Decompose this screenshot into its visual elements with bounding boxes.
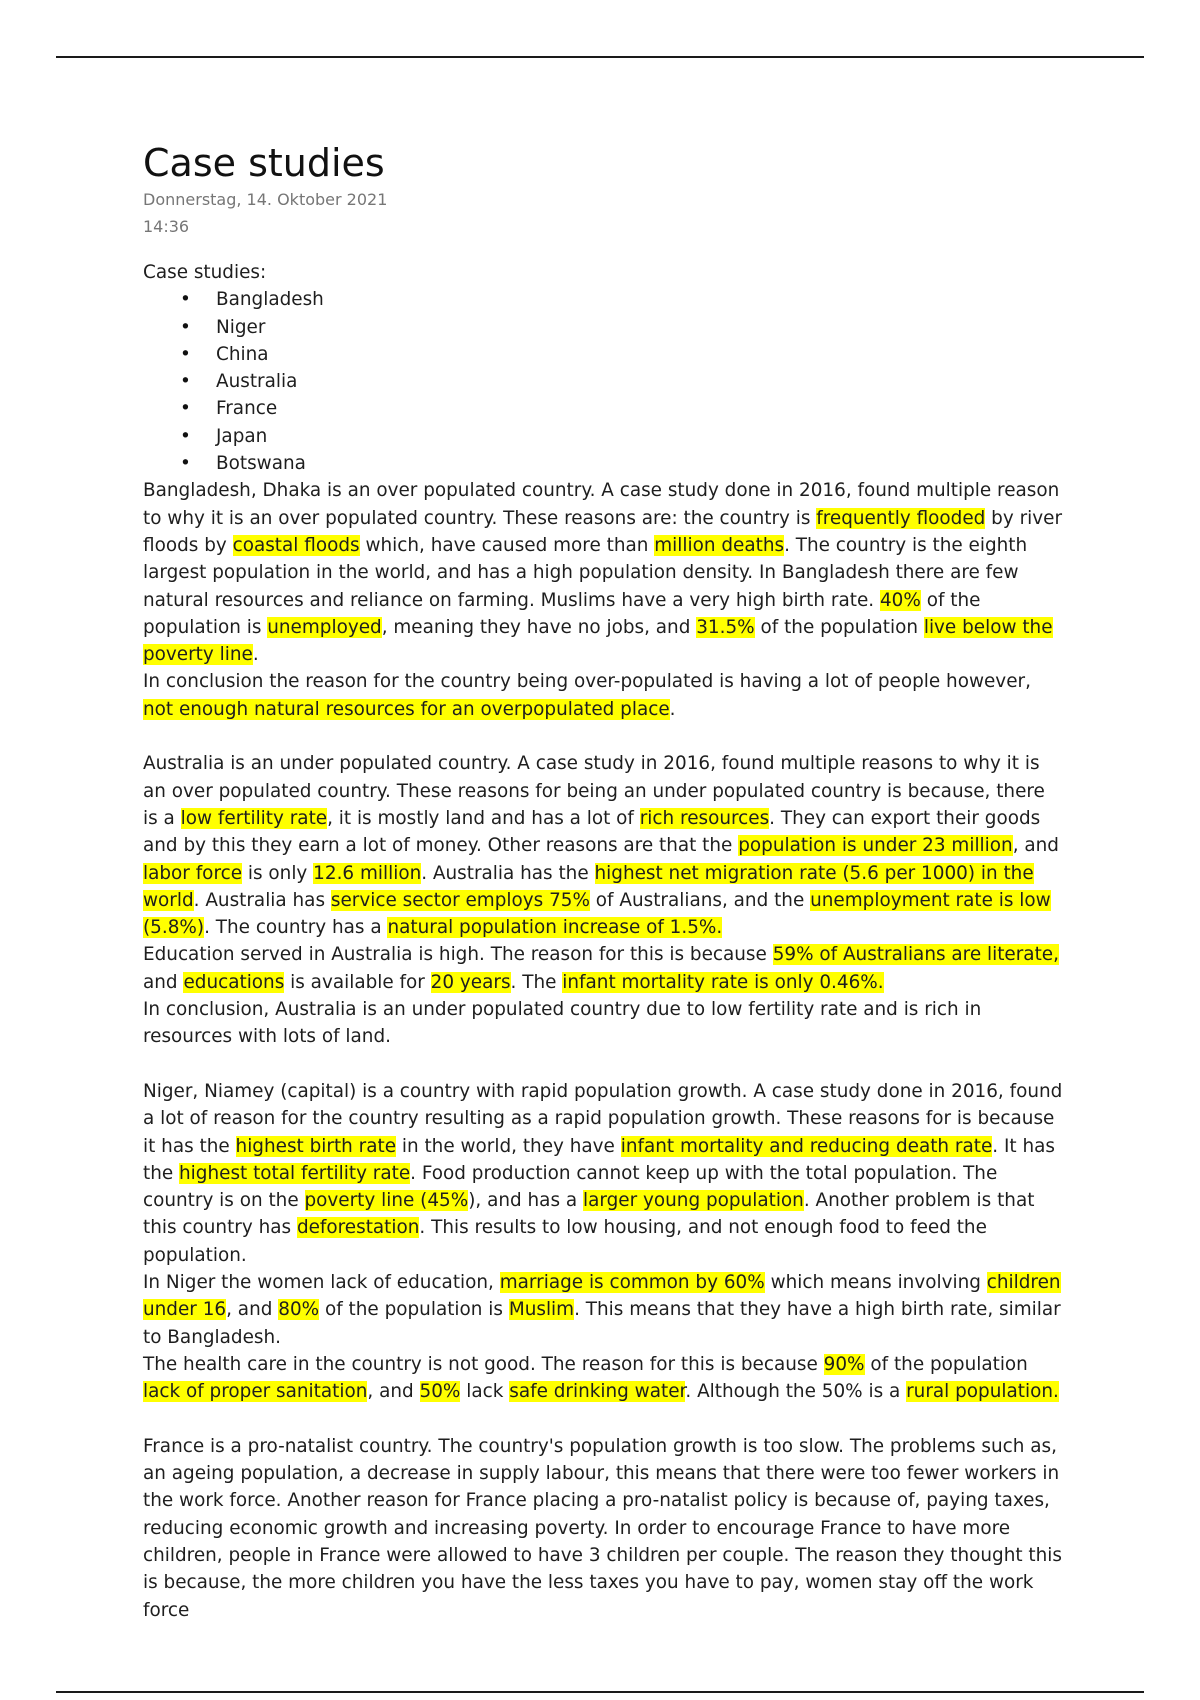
paragraph (143, 1351, 1063, 1406)
paragraph (143, 750, 1063, 941)
highlighted-text: not enough natural resources for an overpopulated place (143, 698, 670, 720)
highlighted-text: unemployment rate is low (5.8%) (143, 889, 1051, 939)
paragraph-text: . This means that they have a high birth rate, similar to Bangladesh. (143, 1299, 1061, 1348)
paragraph-text: Australia is an under populated country. A case study in 2016, found multiple reasons to why it is an over populated country. These reasons for being an under populated country is because, there is a (143, 753, 1045, 829)
paragraph (143, 477, 1063, 668)
list-item-niger: • Niger (143, 314, 1063, 341)
paragraph-text: Niger, Niamey (capital) is a country with rapid population growth. A case study done in 2016, found a lot of reason for the country resulting as a rapid population growth. These reasons for is because it has the (143, 1080, 1063, 1157)
paragraph-text: lack (460, 1381, 510, 1403)
highlighted-text: labor force (143, 862, 243, 884)
list-item-botswana: • Botswana (143, 450, 1063, 477)
paragraph (143, 1078, 1063, 1269)
paragraph (143, 1269, 1063, 1351)
paragraph-text: of Australians, and the (589, 889, 811, 911)
highlighted-text: highest birth rate (235, 1135, 397, 1157)
list-label: Case studies: (143, 262, 267, 283)
highlighted-text: deforestation (296, 1217, 420, 1239)
paragraph-text: of the population (864, 1353, 1028, 1375)
paragraph-text: . They can export their goods and by this they earn a lot of money. Other reasons are that the (143, 807, 1041, 857)
page-title: Case studies (143, 141, 385, 185)
paragraph-text: , and (367, 1381, 420, 1403)
highlighted-text: 50% (419, 1381, 461, 1403)
highlighted-text: lack of proper sanitation (143, 1381, 368, 1403)
paragraph-text: In Niger the women lack of education, (143, 1271, 500, 1293)
highlighted-text: marriage is common by 60% (499, 1271, 765, 1293)
paragraph-text: . The country has a (204, 917, 388, 939)
highlighted-text: 20 years (430, 971, 511, 993)
highlighted-text: highest net migration rate (5.6 per 1000) in the world (143, 862, 1034, 911)
list-item-france: • France (143, 395, 1063, 422)
highlighted-text: frequently flooded (816, 507, 986, 529)
highlighted-text: 90% (823, 1353, 865, 1375)
paragraph-text: In conclusion the reason for the country being over-populated is having a lot of people however, (143, 671, 1031, 693)
paragraph-text: in the world, they have (396, 1135, 621, 1157)
highlighted-text: 59% of Australians are literate, (772, 944, 1059, 966)
paragraph-text: . Although the 50% is a (685, 1381, 907, 1403)
highlighted-text: highest total fertility rate (179, 1162, 411, 1184)
note-page (143, 140, 1063, 1624)
paragraph (143, 1433, 1063, 1624)
paragraph-text: of the population is (143, 589, 981, 638)
highlighted-text: infant mortality rate is only 0.46%. (562, 971, 884, 993)
paragraph (143, 996, 1063, 1051)
note-body (143, 477, 1063, 1623)
highlighted-text: infant mortality and reducing death rate (620, 1135, 993, 1157)
list-item-japan: • Japan (143, 423, 1063, 450)
highlighted-text: natural population increase of 1.5%. (387, 917, 723, 939)
highlighted-text: unemployed (267, 616, 382, 638)
paragraph-text: of the population (754, 616, 924, 638)
highlighted-text: service sector employs 75% (330, 889, 590, 911)
paragraph-text: , and (226, 1299, 279, 1321)
highlighted-text: children under 16 (143, 1271, 1061, 1321)
paragraph-text: . The (510, 971, 563, 993)
paragraph-text: . Australia has the (421, 862, 595, 884)
highlighted-text: million deaths (654, 534, 785, 556)
paragraph-text: France is a pro-natalist country. The country's population growth is too slow. The problems such as, an ageing population, a decrease in supply labour, this means that there were too fewer workers in the work force. Another reason for France placing a pro-natalist policy is because of, paying taxes, reducing economic growth and increasing poverty. In order to encourage France to have more children, people in France were allowed to have 3 children per couple. The reason they thought this is because, the more children you have the less taxes you have to pay, women stay off the work force (143, 1435, 1062, 1621)
highlighted-text: low fertility rate (180, 807, 328, 829)
paragraph-text: ), and has a (468, 1190, 583, 1212)
highlighted-text: rich resources (639, 807, 770, 829)
list-item-bangladesh: • Bangladesh (143, 286, 1063, 313)
paragraph-text: Education served in Australia is high. The reason for this is because (143, 944, 773, 966)
note-time: 14:36 (143, 217, 190, 236)
note-metadata (143, 186, 1063, 240)
paragraph-text: Bangladesh, Dhaka is an over populated country. A case study done in 2016, found multiple reason to why it is an over populated country. These reasons are: the country is (143, 480, 1060, 529)
highlighted-text: 40% (879, 589, 921, 611)
highlighted-text: poverty line (45% (304, 1190, 469, 1212)
list-item-china: • China (143, 341, 1063, 368)
paragraph-text: . (252, 644, 259, 666)
paragraph-text: The health care in the country is not good. The reason for this is because (143, 1353, 824, 1375)
highlighted-text: rural population. (906, 1381, 1059, 1403)
footer-rule (56, 1691, 1144, 1693)
paragraph-text: , meaning they have no jobs, and (381, 616, 697, 638)
paragraph (143, 941, 1063, 996)
paragraph-text: is available for (284, 971, 431, 993)
paragraph-text: of the population is (319, 1299, 509, 1321)
paragraph-text: which means involving (764, 1271, 987, 1293)
paragraph-spacer (143, 1405, 1063, 1432)
highlighted-text: live below the poverty line (143, 616, 1053, 666)
highlighted-text: 12.6 million (313, 862, 422, 884)
highlighted-text: 31.5% (696, 616, 755, 638)
paragraph-text: . This results to low housing, and not enough food to feed the population. (143, 1217, 987, 1266)
paragraph-text: , and (1012, 835, 1059, 857)
country-list (143, 286, 1063, 477)
paragraph-text: , it is mostly land and has a lot of (327, 807, 640, 829)
highlighted-text: safe drinking water (509, 1381, 686, 1403)
paragraph-text: by river floods by (143, 507, 1063, 556)
paragraph-text: which, have caused more than (359, 534, 655, 556)
paragraph (143, 668, 1063, 723)
paragraph-text: . The country is the eighth largest population in the world, and has a high population density. In Bangladesh there are few natural resources and reliance on farming. Muslims have a very high birth rate. (143, 534, 1028, 611)
paragraph-text: . Another problem is that this country has (143, 1190, 1035, 1239)
header-rule (56, 56, 1144, 58)
highlighted-text: larger young population (583, 1190, 804, 1212)
highlighted-text: Muslim (508, 1299, 575, 1321)
paragraph-text: . Food production cannot keep up with the total population. The country is on the (143, 1162, 998, 1212)
paragraph-text: In conclusion, Australia is an under populated country due to low fertility rate and is rich in resources with lots of land. (143, 999, 982, 1048)
list-item-australia: • Australia (143, 368, 1063, 395)
highlighted-text: population is under 23 million (738, 835, 1013, 857)
note-date: Donnerstag, 14. Oktober 2021 (143, 190, 388, 209)
highlighted-text: 80% (278, 1299, 320, 1321)
paragraph-text: . It has the (143, 1135, 1055, 1184)
paragraph-spacer (143, 723, 1063, 750)
paragraph-spacer (143, 1051, 1063, 1078)
paragraph-text: . (669, 698, 676, 720)
paragraph-text: . Australia has (193, 889, 331, 911)
highlighted-text: coastal floods (232, 534, 360, 556)
paragraph-text: and (143, 971, 184, 993)
paragraph-text: is only (242, 862, 314, 884)
highlighted-text: educations (183, 971, 285, 993)
